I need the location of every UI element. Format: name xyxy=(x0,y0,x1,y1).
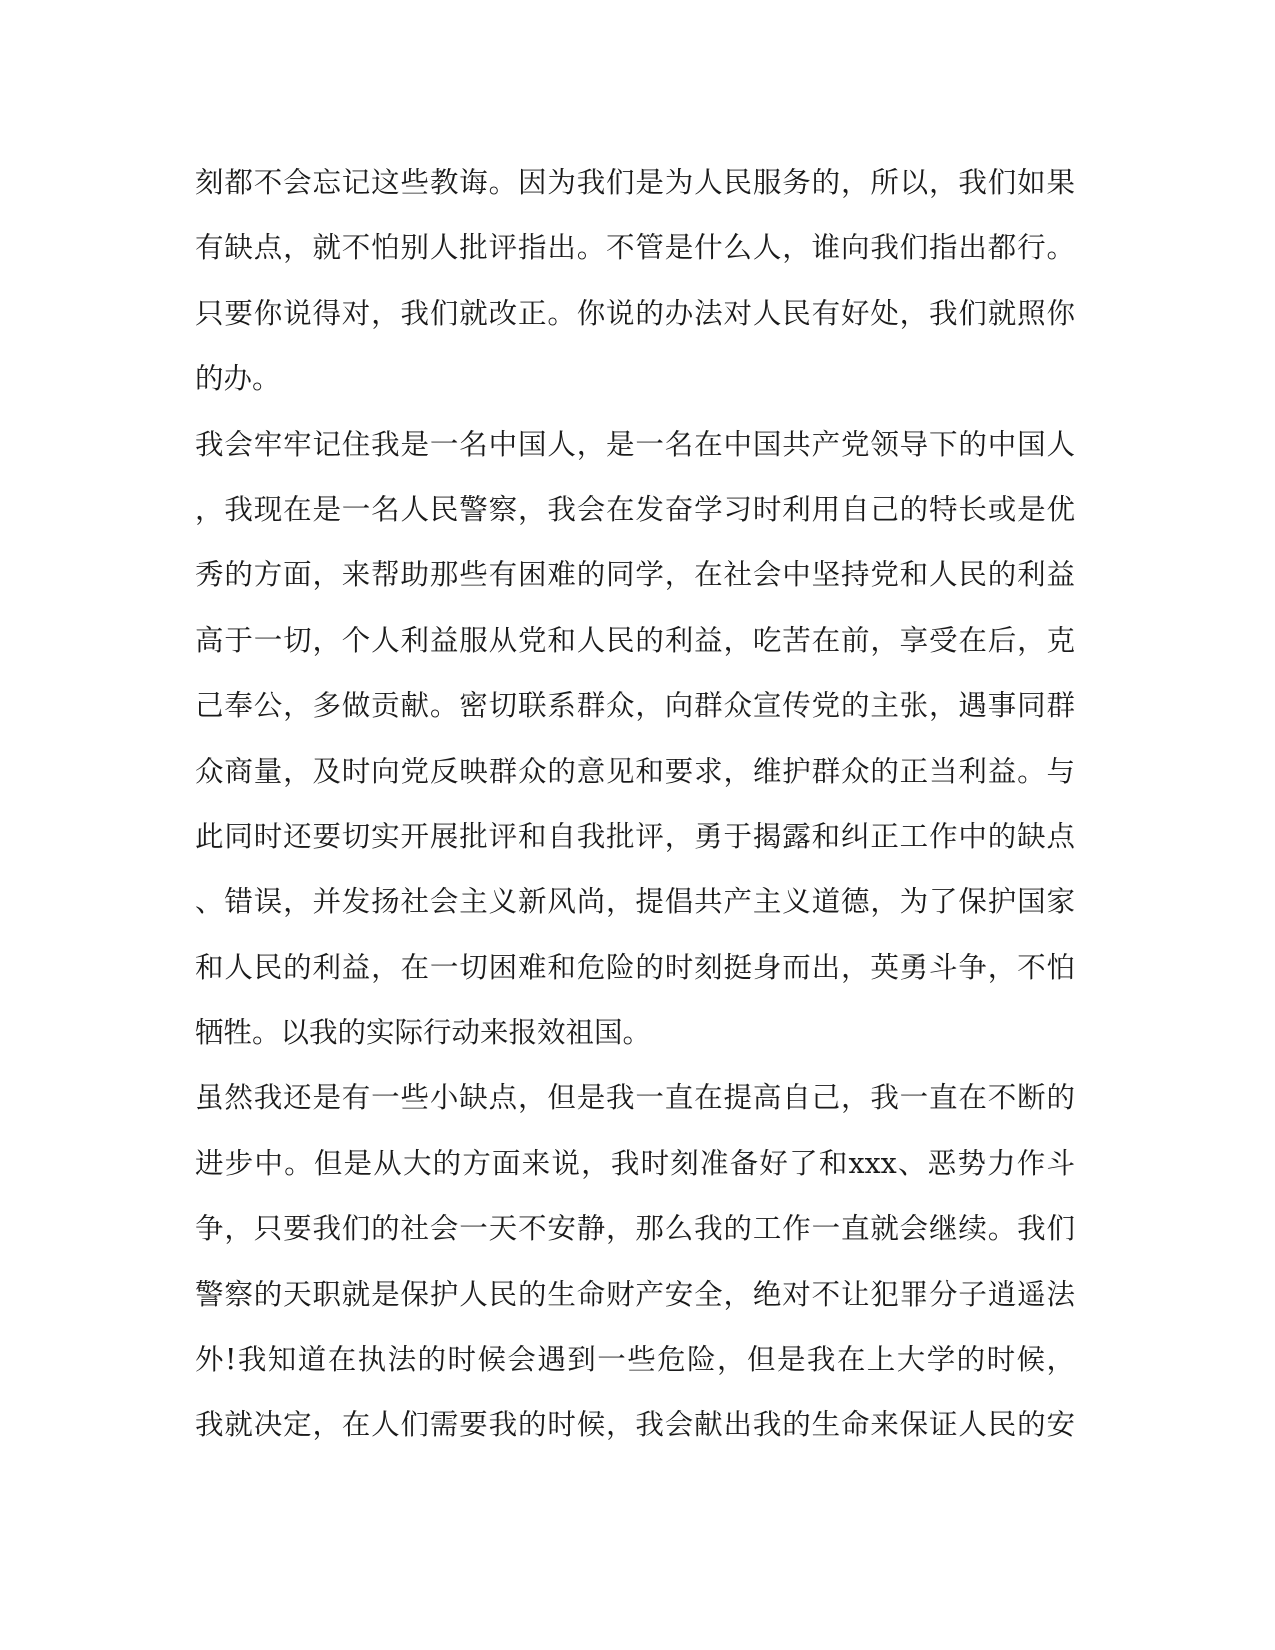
text-line: 秀的方面，来帮助那些有困难的同学，在社会中坚持党和人民的利益 xyxy=(195,558,1075,592)
paragraph xyxy=(195,150,1075,412)
text-line: ，我现在是一名人民警察，我会在发奋学习时利用自己的特长或是优 xyxy=(195,492,1075,526)
text-line: 此同时还要切实开展批评和自我批评，勇于揭露和纠正工作中的缺点 xyxy=(195,819,1075,853)
paragraph xyxy=(195,412,1075,1066)
text-line: 己奉公，多做贡献。密切联系群众，向群众宣传党的主张，遇事同群 xyxy=(195,689,1075,723)
text-line: 争，只要我们的社会一天不安静，那么我的工作一直就会继续。我们 xyxy=(195,1212,1075,1246)
document-body xyxy=(195,150,1075,1458)
text-line: 外!我知道在执法的时候会遇到一些危险，但是我在上大学的时候， xyxy=(195,1343,1075,1377)
text-line: 进步中。但是从大的方面来说，我时刻准备好了和xxx、恶势力作斗 xyxy=(195,1146,1075,1180)
text-line: 、错误，并发扬社会主义新风尚，提倡共产主义道德，为了保护国家 xyxy=(195,885,1075,919)
text-line: 牺牲。以我的实际行动来报效祖国。 xyxy=(195,1016,652,1050)
text-line: 我会牢牢记住我是一名中国人，是一名在中国共产党领导下的中国人 xyxy=(195,427,1075,461)
text-line: 众商量，及时向党反映群众的意见和要求，维护群众的正当利益。与 xyxy=(195,754,1075,788)
text-line: 刻都不会忘记这些教诲。因为我们是为人民服务的，所以，我们如果 xyxy=(195,166,1075,199)
text-line: 有缺点，就不怕别人批评指出。不管是什么人，谁向我们指出都行。 xyxy=(195,231,1075,265)
text-line: 我就决定，在人们需要我的时候，我会献出我的生命来保证人民的安 xyxy=(195,1408,1075,1442)
text-line: 和人民的利益，在一切困难和危险的时刻挺身而出，英勇斗争，不怕 xyxy=(195,950,1075,984)
text-line: 高于一切，个人利益服从党和人民的利益，吃苦在前，享受在后，克 xyxy=(195,623,1075,657)
paragraph xyxy=(195,1065,1075,1457)
text-line: 的办。 xyxy=(195,362,281,396)
text-line: 只要你说得对，我们就改正。你说的办法对人民有好处，我们就照你 xyxy=(195,296,1075,330)
text-line: 虽然我还是有一些小缺点，但是我一直在提高自己，我一直在不断的 xyxy=(195,1081,1075,1115)
text-line: 警察的天职就是保护人民的生命财产安全，绝对不让犯罪分子逍遥法 xyxy=(195,1277,1075,1311)
